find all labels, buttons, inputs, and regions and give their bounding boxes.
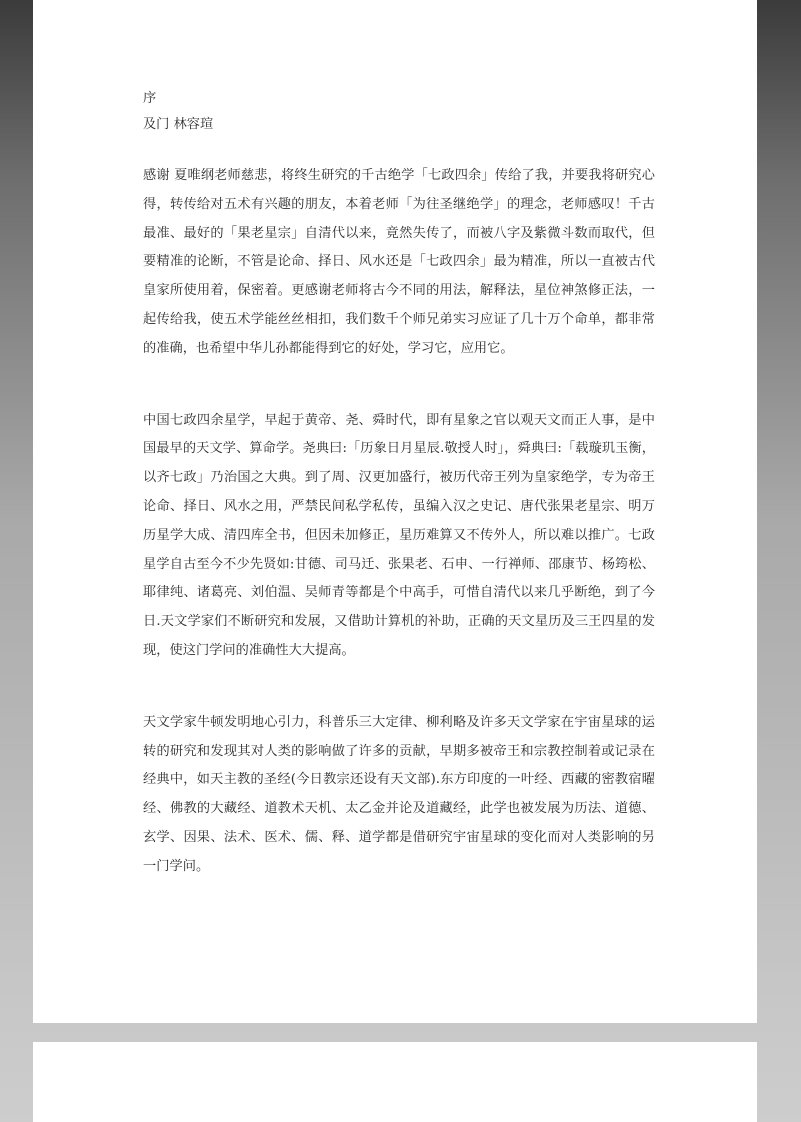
page-content [143, 86, 655, 882]
document-page [33, 0, 757, 1023]
paragraph: 感谢 夏唯纲老师慈悲，将终生研究的千古绝学「七政四余」传给了我，并要我将研究心得，转传给对五术有兴趣的朋友，本着老师「为往圣继绝学」的理念，老师感叹！千古最准、最好的「果老星宗」自清代以来，竟然失传了，而被八字及紫微斗数而取代，但要精准的论断，不管是论命、择日、风水还是「七政四余」最为精准，所以一直被古代皇家所使用着，保密着。更感谢老师将古今不同的用法，解释法，星位神煞修正法，一起传给我，使五术学能丝丝相扣，我们数千个师兄弟实习应证了几十万个命单，都非常的准确，也希望中华儿孙都能得到它的好处，学习它，应用它。 [143, 168, 655, 356]
paragraph: 中国七政四余星学，早起于黄帝、尧、舜时代，即有星象之官以观天文而正人事，是中国最早的天文学、算命学。尧典曰:「历象日月星辰.敬授人时」，舜典曰:「载璇玑玉衡，以齐七政」乃治国之大典。到了周、汉更加盛行，被历代帝王列为皇家绝学，专为帝王论命、择日、风水之用，严禁民间私学私传，虽编入汉之史记、唐代张果老星宗、明万历星学大成、清四库全书，但因未加修正，星历难算又不传外人，所以难以推广。七政星学自古至今不少先贤如:甘德、司马迁、张果老、石申、一行禅师、邵康节、杨筠松、耶律纯、诸葛亮、刘伯温、吴师青等都是个中高手，可惜自清代以来几乎断绝，到了今日.天文学家们不断研究和发展，又借助计算机的补助，正确的天文星历及三王四星的发现，使这门学问的准确性大大提高。 [143, 412, 655, 658]
paragraph: 天文学家牛顿发明地心引力，科普乐三大定律、柳利略及许多天文学家在宇宙星球的运转的研究和发现其对人类的影响做了许多的贡献，早期多被帝王和宗教控制着或记录在经典中，如天主教的圣经(今日教宗还设有天文部).东方印度的一叶经、西藏的密教宿曜经、佛教的大藏经、道教术天机、太乙金并论及道藏经，此学也被发展为历法、道德、玄学、因果、法术、医术、儒、释、道学都是借研究宇宙星球的变化而对人类影响的另一门学问。 [143, 714, 655, 874]
author-byline: 及门 林容瑄 [143, 117, 214, 132]
preface-heading: 序 [143, 91, 157, 106]
next-document-page [33, 1042, 757, 1122]
